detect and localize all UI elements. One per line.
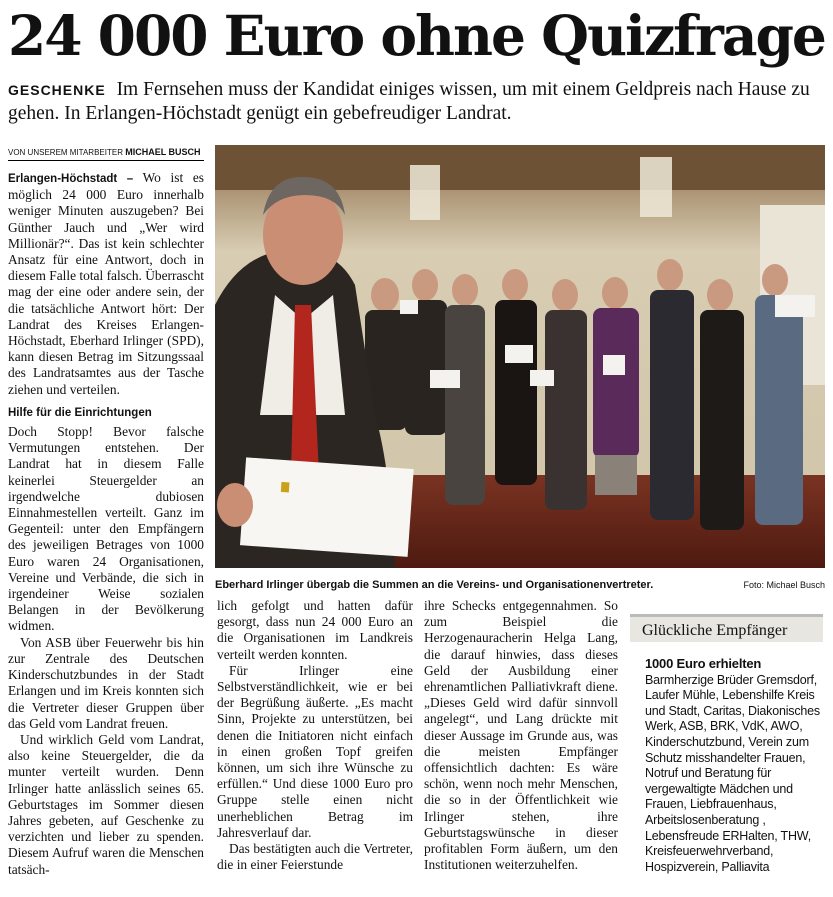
article-column-2 xyxy=(217,598,413,873)
col2-paragraph-1: lich gefolgt und hatten dafür gesorgt, dass nun 24 000 Euro an die Organisationen im Landkreis verteilt werden konnten. xyxy=(217,598,413,662)
article-column-1 xyxy=(8,170,204,878)
col1-paragraph-2: Doch Stopp! Bevor falsche Vermutungen entstehen. Der Landrat hat in diesem Falle keinerlei Steuergelder an irgendwelche dubiosen Einnahmestellen verteilt. Ganz im Gegenteil: unter den Empfängern des jeweiligen Betrages von 1000 Euro waren 24 Organisationen, Vereine und Verbände, die sich in irgendeiner Weise sozialen Belangen in der Bevölkerung widmen. xyxy=(8,424,204,634)
lead-kicker: GESCHENKE xyxy=(8,82,106,98)
col2-paragraph-2: Für Irlinger eine Selbstverständlichkeit, wie er bei der Begrüßung äußerte. „Es macht Sinn, Projekte zu unterstützen, bei denen die Initiatoren nicht einfach in einen großen Topf greifen können, um sich ihre Wünsche zu erfüllen.“ Und diese 1000 Euro pro Gruppe stelle einen nicht unerheblichen Betrag im Jahresverlauf dar. xyxy=(217,662,413,840)
col1-paragraph-1-text: Wo ist es möglich 24 000 Euro innerhalb weniger Minuten auszugeben? Bei Günther Jauch und „Wer wird Millionär?“. Das ist kein schlechter Ansatz für eine Antwort, doch in diesem Falle total falsch. Überrascht mag der eine oder andere sein, der die tatsächliche Antwort hört: Der Landrat des Kreises Erlangen-Höchstadt, Eberhard Irlinger (SPD), kann diesen Betrag im Sitzungssaal des Landratsamtes aus der Tasche ziehen und verteilen. xyxy=(8,170,205,397)
lead-text: Im Fernsehen muss der Kandidat einiges wissen, um mit einem Geldpreis nach Hause zu gehen. In Erlangen-Höchstadt genügt ein gebefreudiger Landrat. xyxy=(8,79,810,124)
byline-prefix: VON UNSEREM MITARBEITER xyxy=(8,148,123,157)
lead-paragraph xyxy=(8,78,820,126)
col2-paragraph-3: Das bestätigten auch die Vertreter, die in einer Feierstunde xyxy=(217,841,413,873)
info-box-body xyxy=(645,656,825,875)
photo-credit: Foto: Michael Busch xyxy=(743,580,825,590)
col1-paragraph-1 xyxy=(8,170,204,398)
byline-author: MICHAEL BUSCH xyxy=(125,147,201,157)
photo-caption: Eberhard Irlinger übergab die Summen an die Vereins- und Organisationenvertreter. xyxy=(215,579,654,591)
group-photo-illustration xyxy=(215,145,825,568)
info-box-text: Barmherzige Brüder Gremsdorf, Laufer Mühle, Lebenshilfe Kreis und Stadt, Caritas, Diakonisches Werk, ASB, BRK, VdK, AWO, Kinderschutzbund, Verein zum Schutz misshandelter Frauen, Notruf und Beratung für vergewaltigte Mädchen und Frauen, Liebfrauenhaus, Arbeitslosenberatung , Lebensfreude ERHalten, THW, Kreisfeuerwehrverband, Hospizverein, Palliavita xyxy=(645,672,820,874)
article-photo xyxy=(215,145,825,568)
info-box-lead: 1000 Euro erhielten xyxy=(645,656,762,671)
headline: 24 000 Euro ohne Quizfrage xyxy=(8,3,825,68)
byline xyxy=(8,147,204,161)
col3-paragraph-1: ihre Schecks entgegennahmen. So zum Beispiel die Herzogenauracherin Helga Lang, die darauf hinwies, dass dieses Geld der Ausbildung einer ehrenamtlichen Palliativkraft diene. „Dieses Geld wird dafür sinnvoll angelegt“, und Lang drückte mit dieser Aussage im Grunde aus, was die meisten Empfänger offensichtlich dachten: Es wäre schön, wenn noch mehr Menschen, die so in der Öffentlichkeit wie Irlinger stehen, ihre Geburtstagswünsche in dieser profitablen Form äußern, um den Institutionen weiterzuhelfen. xyxy=(424,598,618,873)
dateline: Erlangen-Höchstadt – xyxy=(8,173,134,185)
col1-paragraph-4: Und wirklich Geld vom Landrat, also keine Steuergelder, die da munter verteilt wurden. Denn Irlinger hatte anlässlich seines 65. Geburtstages im Sommer diesen Jahres gebeten, auf Geschenke zu verzichten und lieber zu spenden. Diesem Aufruf waren die Menschen tatsäch- xyxy=(8,731,204,877)
col1-paragraph-3: Von ASB über Feuerwehr bis hin zur Zentrale des Deutschen Kinderschutzbundes in der Stadt Erlangen und im Kreis konnten sich die Vertreter dieser Gruppen über das Geld vom Landrat freuen. xyxy=(8,634,204,731)
article-column-3 xyxy=(424,598,618,873)
info-box-title: Glückliche Empfänger xyxy=(630,614,823,642)
subheading: Hilfe für die Einrichtungen xyxy=(8,406,152,419)
